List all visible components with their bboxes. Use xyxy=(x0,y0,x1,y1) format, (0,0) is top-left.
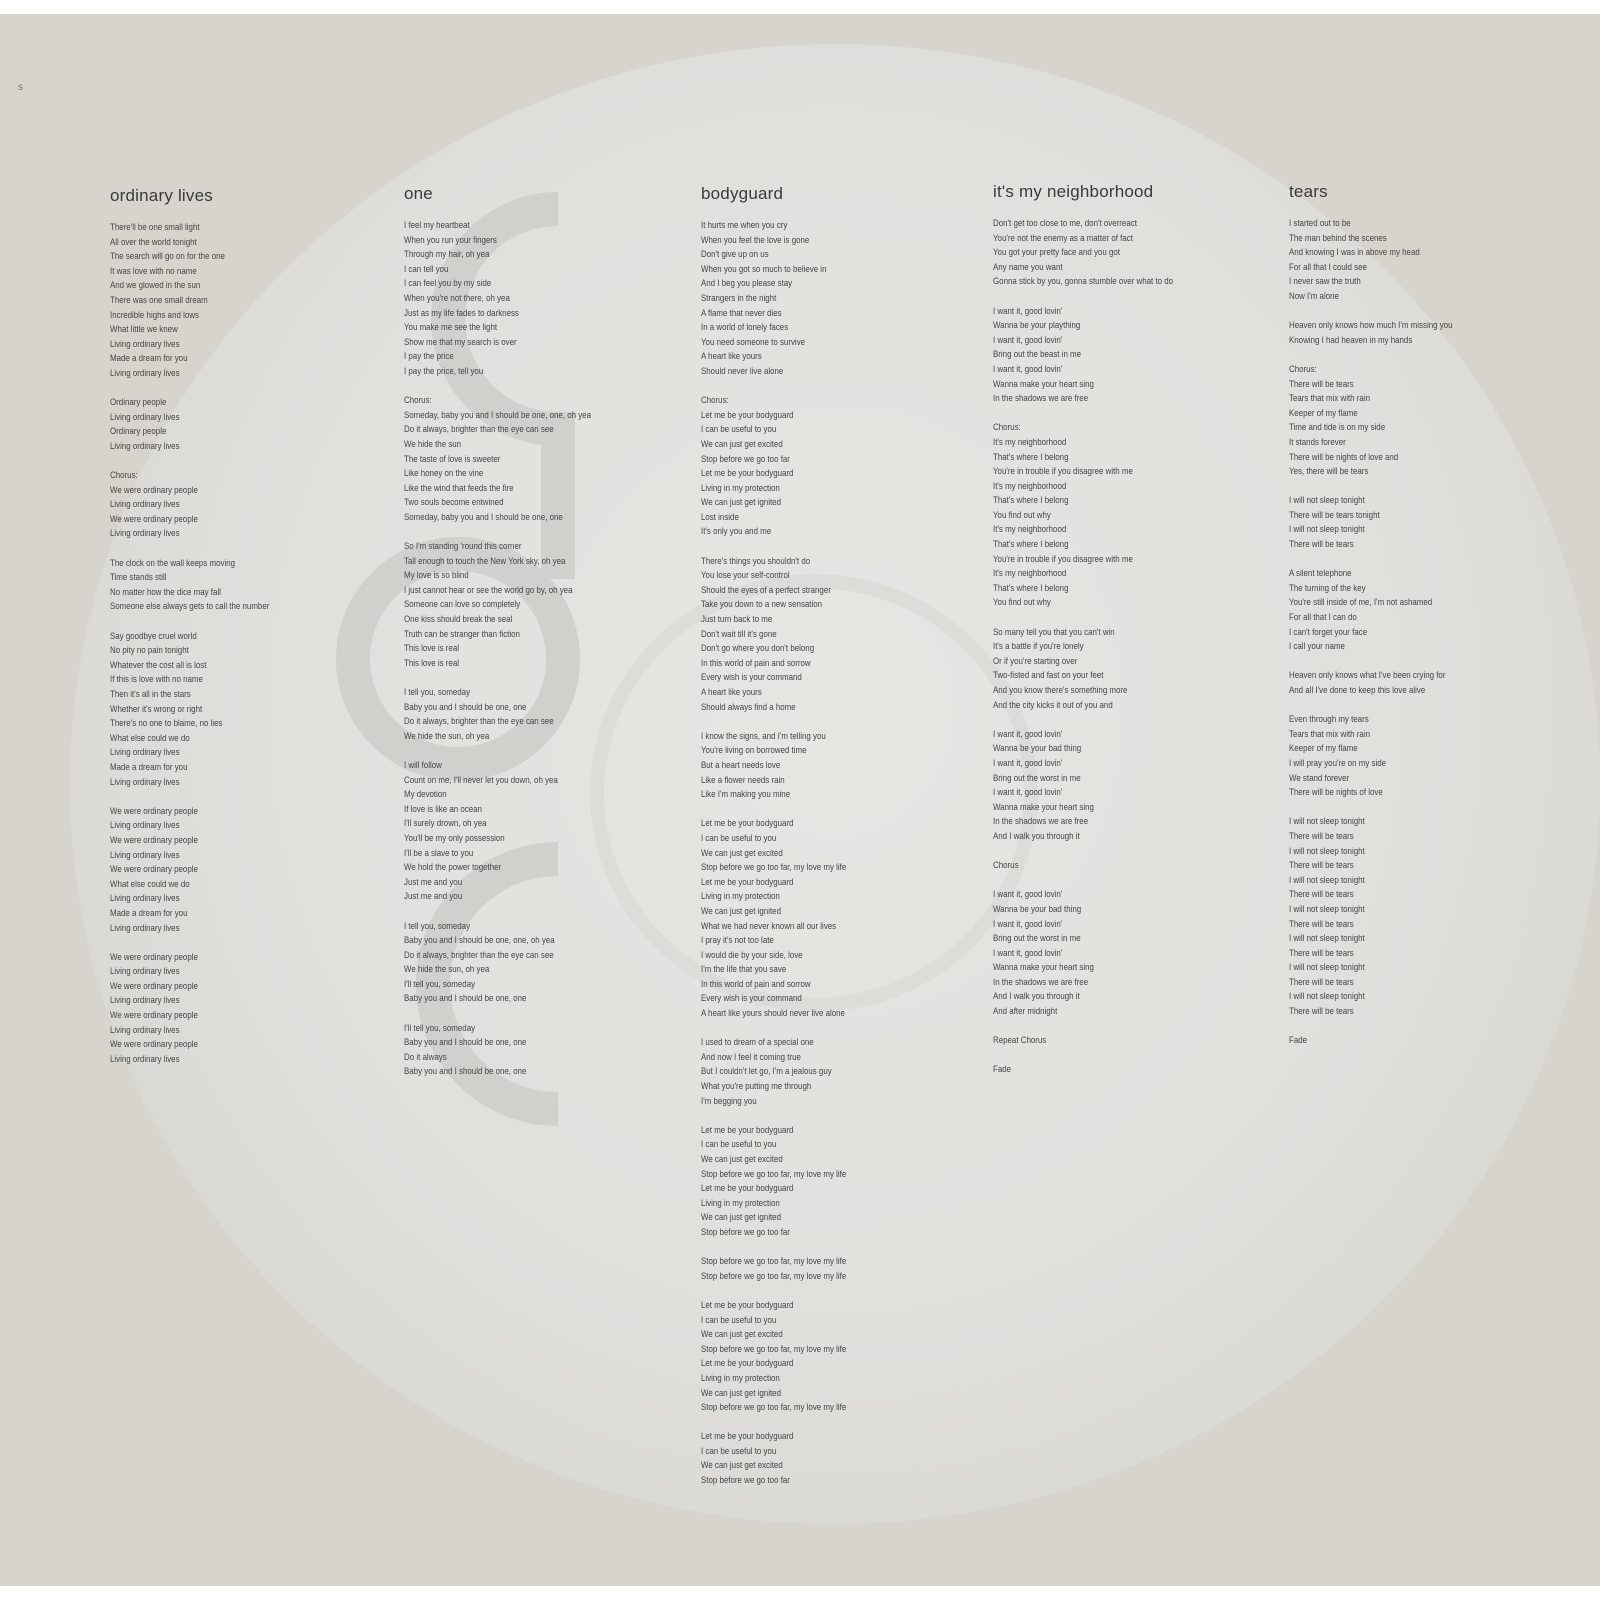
corner-mark: s xyxy=(18,82,23,93)
song-column-one xyxy=(404,184,617,1079)
song-lyrics: It hurts me when you cry When you feel the love is gone Don't give up on us When you got so much to believe in And I beg you please stay Strangers in the night A flame that never dies In a world of lonely faces You need someone to survive A heart like yours Should never live alone Chorus: Let me be your bodyguard I can be useful to you We can just get excited Stop before we go too far Let me be your bodyguard Living in my protection We can just get ignited Lost inside It's only you and me There's things you shouldn't do You lose your self-control Should the eyes of a perfect stranger Take you down to a new sensation Just turn back to me Don't wait till it's gone Don't go where you don't belong In this world of pain and sorrow Every wish is your command A heart like yours Should always find a home I know the signs, and I'm telling you You're living on borrowed time But a heart needs love Like a flower needs rain Like I'm making you mine Let me be your bodyguard I can be useful to you We can just get excited Stop before we go too far, my love my life Let me be your bodyguard Living in my protection We can just get ignited What we had never known all our lives I pray it's not too late I would die by your side, love I'm the life that you save In this world of pain and sorrow Every wish is your command A heart like yours should never live alone I used to dream of a special one And now I feel it coming true But I couldn't let go, I'm a jealous guy What you're putting me through I'm begging you Let me be your bodyguard I can be useful to you We can just get excited Stop before we go too far, my love my life Let me be your bodyguard Living in my protection We can just get ignited Stop before we go too far Stop before we go too far, my love my life Stop before we go too far, my love my life Let me be your bodyguard I can be useful to you We can just get excited Stop before we go too far, my love my life Let me be your bodyguard Living in my protection We can just get ignited Stop before we go too far, my love my life Let me be your bodyguard I can be useful to you We can just get excited Stop before we go too far xyxy=(701,220,847,1486)
song-title: tears xyxy=(1289,182,1328,201)
song-lyrics: There'll be one small light All over the world tonight The search will go on for the one It was love with no name And we glowed in the sun There was one small dream Incredible highs and lows What little we knew Living ordinary lives Made a dream for you Living ordinary lives Ordinary people Living ordinary lives Ordinary people Living ordinary lives Chorus: We were ordinary people Living ordinary lives We were ordinary people Living ordinary lives The clock on the wall keeps moving Time stands still No matter how the dice may fall Someone else always gets to call the number Say goodbye cruel world No pity no pain tonight Whatever the cost all is lost If this is love with no name Then it's all in the stars Whether it's wrong or right There's no one to blame, no lies What else could we do Living ordinary lives Made a dream for you Living ordinary lives We were ordinary people Living ordinary lives We were ordinary people Living ordinary lives We were ordinary people What else could we do Living ordinary lives Made a dream for you Living ordinary lives We were ordinary people Living ordinary lives We were ordinary people Living ordinary lives We were ordinary people Living ordinary lives We were ordinary people Living ordinary lives xyxy=(110,222,270,1064)
song-column-bodyguard xyxy=(701,184,866,1488)
song-column-ordinary-lives xyxy=(110,186,291,1066)
song-title: bodyguard xyxy=(701,184,784,203)
song-lyrics: I feel my heartbeat When you run your fingers Through my hair, oh yea I can tell you I can feel you by my side When you're not there, oh yea Just as my life fades to darkness You make me see the light Show me that my search is over I pay the price I pay the price, tell you Chorus: Someday, baby you and I should be one, one, oh yea Do it always, brighter than the eye can see We hide the sun The taste of love is sweeter Like honey on the vine Like the wind that feeds the fire Two souls become entwined Someday, baby you and I should be one, one So I'm standing 'round this corner Tall enough to touch the New York sky, oh yea My love is so blind I just cannot hear or see the world go by, oh yea Someone can love so completely One kiss should break the seal Truth can be stranger than fiction This love is real This love is real I tell you, someday Baby you and I should be one, one Do it always, brighter than the eye can see We hide the sun, oh yea I will follow Count on me, I'll never let you down, oh yea My devotion If love is like an ocean I'll surely drown, oh yea You'll be my only possession I'll be a slave to you We hold the power together Just me and you Just me and you I tell you, someday Baby you and I should be one, one, oh yea Do it always, brighter than the eye can see We hide the sun, oh yea I'll tell you, someday Baby you and I should be one, one I'll tell you, someday Baby you and I should be one, one Do it always Baby you and I should be one, one xyxy=(404,220,591,1077)
song-column-tears xyxy=(1289,182,1475,1048)
song-column-its-my-neighborhood xyxy=(993,182,1198,1077)
lyric-sleeve xyxy=(0,14,1600,1586)
song-lyrics: I started out to be The man behind the scenes And knowing I was in above my head For all that I could see I never saw the truth Now I'm alone Heaven only knows how much I'm missing you Knowing I had heaven in my hands Chorus: There will be tears Tears that mix with rain Keeper of my flame Time and tide is on my side It stands forever There will be nights of love and Yes, there will be tears I will not sleep tonight There will be tears tonight I will not sleep tonight There will be tears A silent telephone The turning of the key You're still inside of me, I'm not ashamed For all that I can do I can't forget your face I call your name Heaven only knows what I've been crying for And all I've done to keep this love alive Even through my tears Tears that mix with rain Keeper of my flame I will pray you're on my side We stand forever There will be nights of love I will not sleep tonight There will be tears I will not sleep tonight There will be tears I will not sleep tonight There will be tears I will not sleep tonight There will be tears I will not sleep tonight There will be tears I will not sleep tonight There will be tears I will not sleep tonight There will be tears Fade xyxy=(1289,218,1453,1046)
song-title: one xyxy=(404,184,433,203)
song-title: ordinary lives xyxy=(110,186,213,205)
song-title: it's my neighborhood xyxy=(993,182,1154,201)
song-lyrics: Don't get too close to me, don't overreact You're not the enemy as a matter of fact You got your pretty face and you got Any name you want Gonna stick by you, gonna stumble over what to do I want it, good lovin' Wanna be your plaything I want it, good lovin' Bring out the beast in me I want it, good lovin' Wanna make your heart sing In the shadows we are free Chorus: It's my neighborhood That's where I belong You're in trouble if you disagree with me It's my neighborhood That's where I belong You find out why It's my neighborhood That's where I belong You're in trouble if you disagree with me It's my neighborhood That's where I belong You find out why So many tell you that you can't win It's a battle if you're lonely Or if you're starting over Two-fisted and fast on your feet And you know there's something more And the city kicks it out of you and I want it, good lovin' Wanna be your bad thing I want it, good lovin' Bring out the worst in me I want it, good lovin' Wanna make your heart sing In the shadows we are free And I walk you through it Chorus I want it, good lovin' Wanna be your bad thing I want it, good lovin' Bring out the worst in me I want it, good lovin' Wanna make your heart sing In the shadows we are free And I walk you through it And after midnight Repeat Chorus Fade xyxy=(993,218,1174,1075)
